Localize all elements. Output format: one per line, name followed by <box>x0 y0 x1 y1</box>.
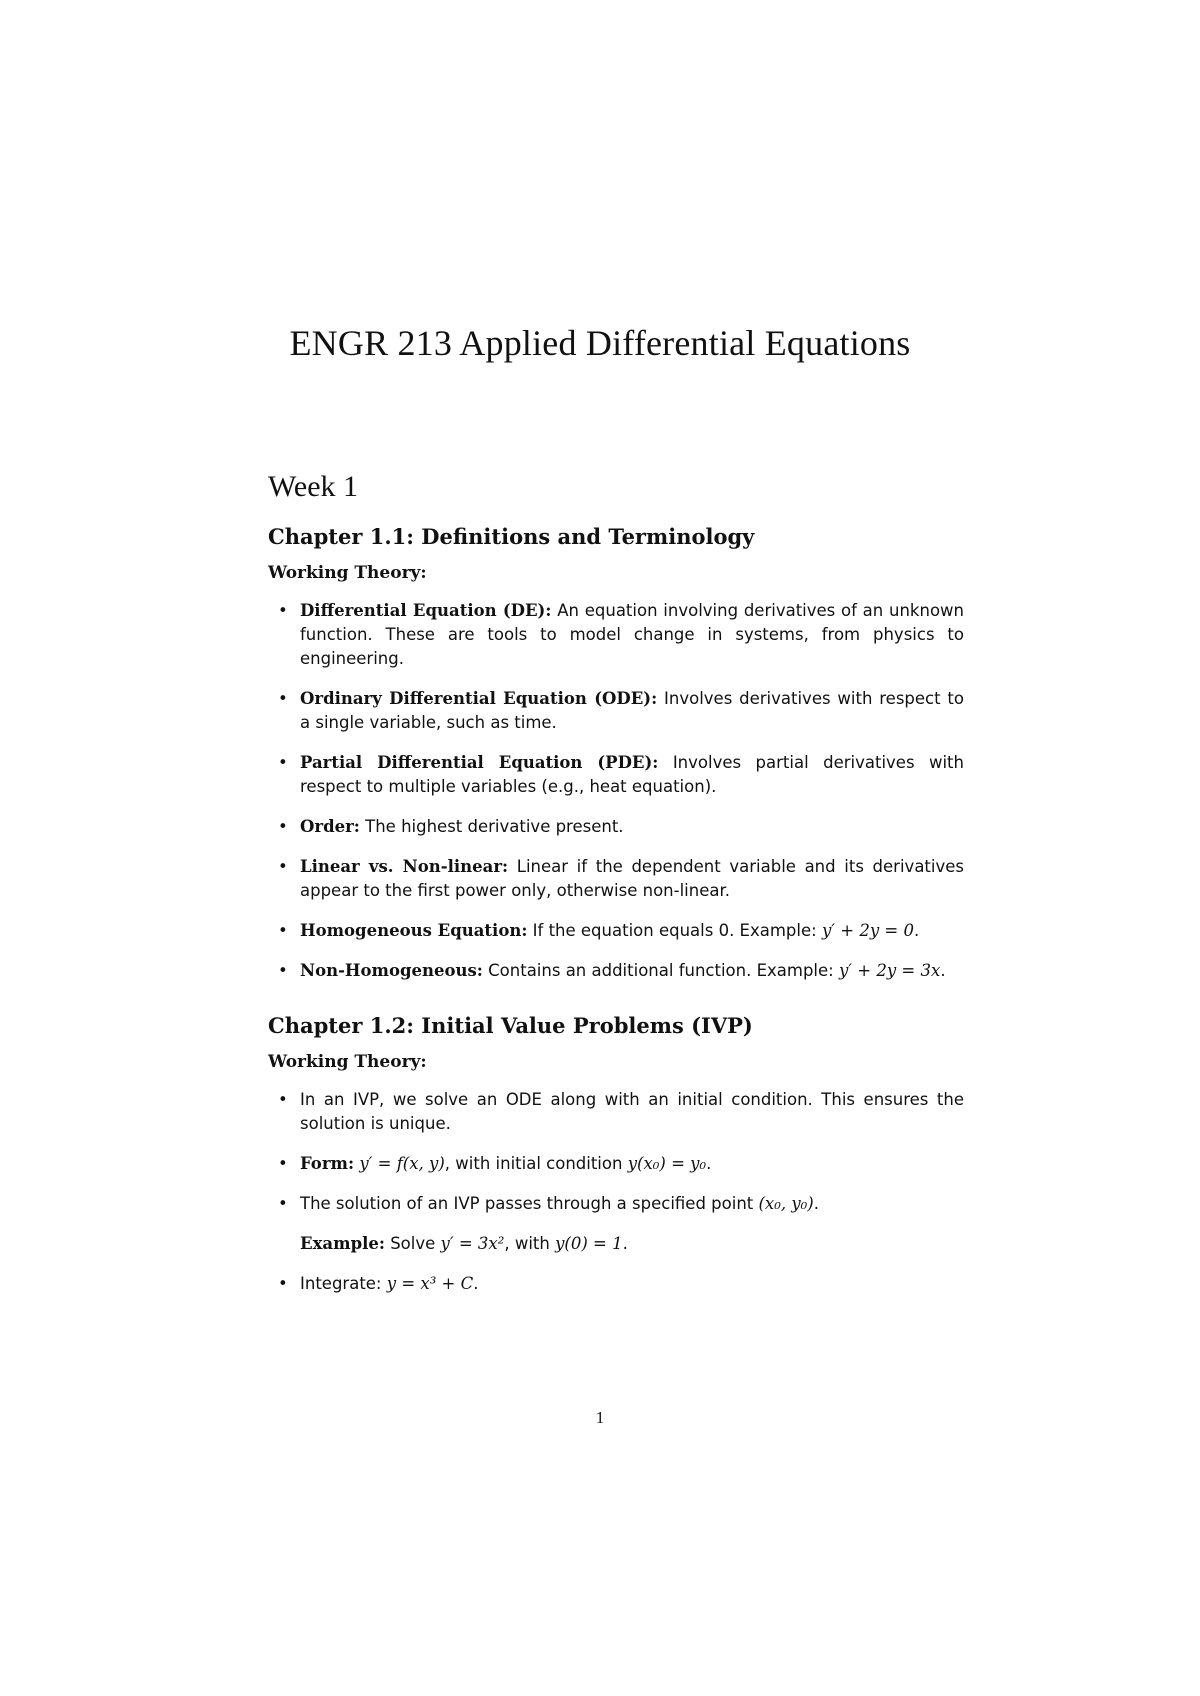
example-text: , with <box>504 1234 556 1253</box>
working-theory-label: Working Theory: <box>268 1052 427 1072</box>
bullet-icon: • <box>278 1194 288 1213</box>
term-description: Linear if the dependent variable and its derivatives appear to the first power only, otherwise non-linear. <box>300 857 964 900</box>
bullet-icon: • <box>278 1090 288 1109</box>
page-number: 1 <box>595 1408 605 1427</box>
bullet-icon: • <box>278 753 288 772</box>
list-item <box>278 687 964 735</box>
term-label: Non-Homogeneous: <box>300 961 483 980</box>
bullet-icon: • <box>278 817 288 836</box>
punctuation: . <box>473 1274 479 1293</box>
term-description: An equation involving derivatives of an unknown function. These are tools to model change in systems, from physics to engineering. <box>300 601 964 668</box>
term-label: Form: <box>300 1154 355 1173</box>
working-theory-label: Working Theory: <box>268 563 427 583</box>
item-text: In an IVP, we solve an ODE along with an initial condition. This ensures the solution is unique. <box>300 1090 964 1133</box>
term-description: If the equation equals 0. Example: <box>527 921 822 940</box>
bullet-icon: • <box>278 857 288 876</box>
punctuation: . <box>940 961 946 980</box>
chapter-heading-1-2: Chapter 1.2: Initial Value Problems (IVP) <box>268 1013 753 1038</box>
punctuation: . <box>913 921 920 940</box>
math-expression: (x₀, y₀) <box>758 1194 814 1213</box>
list-item <box>278 751 964 799</box>
example-paragraph <box>300 1232 964 1256</box>
term-description: Contains an additional function. Example: <box>482 961 839 980</box>
math-expression: y = x³ + C <box>386 1274 474 1293</box>
list-item <box>278 1152 964 1176</box>
example-text: Solve <box>384 1234 441 1253</box>
list-item <box>278 1088 964 1136</box>
list-item <box>278 815 964 839</box>
bullet-icon: • <box>278 1274 288 1293</box>
week-heading: Week 1 <box>268 470 359 503</box>
math-expression: y(0) = 1 <box>555 1234 623 1253</box>
term-label: Differential Equation (DE): <box>300 601 552 620</box>
bullet-icon: • <box>278 689 288 708</box>
list-item <box>278 1272 964 1296</box>
list-item <box>278 919 964 943</box>
solution-steps-list <box>268 1272 964 1296</box>
document-title: ENGR 213 Applied Differential Equations <box>289 323 911 363</box>
term-label: Linear vs. Non-linear: <box>300 857 509 876</box>
term-label: Ordinary Differential Equation (ODE): <box>300 689 658 708</box>
punctuation: . <box>813 1194 819 1213</box>
list-item <box>278 959 964 983</box>
term-description: Involves partial derivatives with respect to multiple variables (e.g., heat equation). <box>300 753 964 796</box>
math-expression: y′ + 2y = 3x <box>838 961 941 980</box>
term-description: Involves derivatives with respect to a single variable, such as time. <box>300 689 964 732</box>
list-item <box>278 855 964 903</box>
example-label: Example: <box>300 1234 385 1253</box>
item-text: , with initial condition <box>444 1154 628 1173</box>
bullet-icon: • <box>278 1154 288 1173</box>
list-item <box>278 1192 964 1216</box>
math-expression: y′ = 3x² <box>440 1234 505 1253</box>
punctuation: . <box>706 1154 712 1173</box>
term-description: The highest derivative present. <box>359 817 624 836</box>
term-label: Partial Differential Equation (PDE): <box>300 753 659 772</box>
document-body <box>268 470 964 1312</box>
term-label: Order: <box>300 817 360 836</box>
math-expression: y′ = f(x, y) <box>359 1154 445 1173</box>
chapter-heading-1-1: Chapter 1.1: Definitions and Terminology <box>268 524 755 549</box>
ivp-list <box>268 1088 964 1216</box>
list-item <box>278 599 964 671</box>
math-expression: y(x₀) = y₀ <box>627 1154 707 1173</box>
punctuation: . <box>622 1234 628 1253</box>
bullet-icon: • <box>278 601 288 620</box>
bullet-icon: • <box>278 961 288 980</box>
term-label: Homogeneous Equation: <box>300 921 528 940</box>
definitions-list <box>268 599 964 983</box>
bullet-icon: • <box>278 921 288 940</box>
math-expression: y′ + 2y = 0 <box>821 921 914 940</box>
item-text: The solution of an IVP passes through a specified point <box>300 1194 759 1213</box>
item-text: Integrate: <box>300 1274 387 1293</box>
